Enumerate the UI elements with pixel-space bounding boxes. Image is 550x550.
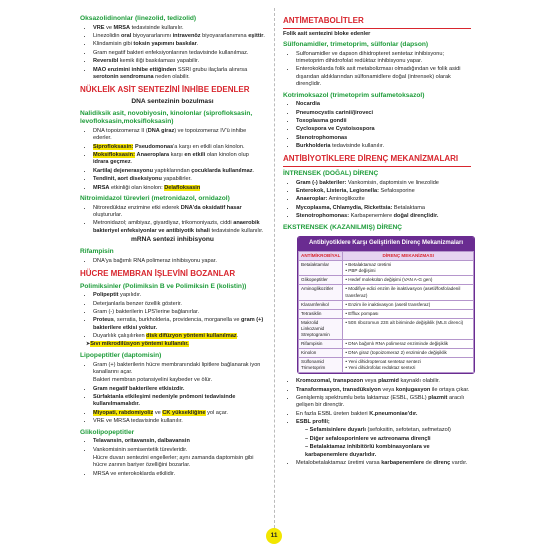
list-item: – Diğer sefalosporinlere ve aztreonama dirençli: [305, 435, 431, 442]
polymyxin-heading: Polimiksinler (Polimiksin B ve Polimiksin E (kolistin)): [80, 282, 247, 290]
list-item: • Gram (+) bakterilerin hücre membranındaki lipitlere bağlanarak iyon kanallarını açar.: [93, 362, 265, 377]
list-item: • Anaeroplar: Aminoglikozite: [296, 196, 471, 203]
antimicrobial-cell: Glikopeptitler: [299, 276, 343, 285]
mechanism-cell: • 50S ribozomun 23S alt biriminde değişiklik (MLS direnci): [343, 318, 474, 339]
list-item: • VRE ve MRSA tedavisinde kullanılır.: [93, 418, 265, 425]
acquired-list: [283, 378, 471, 426]
mrna-subheading: mRNA sentezi inhibisyonu: [131, 236, 214, 244]
list-item: • DNA'ya bağımlı RNA polimeraz inhibisyonu yapar.: [93, 258, 265, 265]
antimicrobial-cell: Aminoglikozitler: [299, 285, 343, 300]
cotrimoxazole-list: [283, 101, 471, 150]
list-item: • Polipeptit yapılıdır.: [93, 292, 265, 299]
intrinsic-list: [283, 180, 471, 221]
antimicrobial-cell: Betalaktamlar: [299, 261, 343, 276]
right-column: [283, 12, 471, 468]
nucleic-acid-heading: NÜKLEİK ASİT SENTEZİNİ İNHİBE EDENLER: [80, 85, 250, 95]
list-item: • MAO enzimini inhibe ettiğinden SSRI grubu ilaçlarla alınırsa serotonin sendromuna neden olabilir.: [93, 67, 265, 82]
antimicrobial-cell: Klaramfenikol: [299, 300, 343, 309]
column-divider: [274, 8, 275, 538]
list-item: • Gram (-) bakterilerin LPS'lerine bağlanırlar.: [93, 309, 265, 316]
list-item: • Siprofloksasin: Pseudomonas'a karşı en etkili olan kinolon.: [93, 144, 265, 151]
list-item: • Tendinit, aort diseksiyonu yapabilirler.: [93, 176, 265, 183]
list-item: • Moksifloksasin: Anaeroplara karşı en etkili olan kinolon olup idrara geçmez.: [93, 152, 265, 167]
oxazolidinone-heading: Oksazolidinonlar (linezolid, tedizolid): [80, 15, 197, 22]
resistance-heading: ANTİBİYOTİKLERE DİRENÇ MEKANİZMALARI: [283, 154, 471, 167]
table-title: Antibiyotiklere Karşı Geliştirilen Direnç Mekanizmaları: [298, 237, 474, 251]
table-row: [299, 285, 474, 300]
mechanism-cell: • DNA giraz (topoizomeraz 2) enziminde değişiklik: [343, 348, 474, 357]
polymyxin-list: [80, 292, 265, 340]
list-item: • Gram (-) bakteriler: Vankomisin, daptomisin ve linezolide: [296, 180, 471, 187]
table-row: [299, 318, 474, 339]
list-item: • Metalobetalaktamaz üretimi varsa karbapenemlere de direnç vardır.: [296, 460, 471, 467]
list-item: • Klindamisin gibi toksin yapımını baskılar.: [93, 41, 265, 48]
list-item: • Reversibl kemik iliği baskılaması yapabilir.: [93, 58, 265, 65]
list-item: • Nocardia: [296, 101, 471, 108]
mechanism-cell: • Yeni dihidropteroat sentetaz sentezi • Yeni dihidrofolat redüktaz sentezi: [343, 358, 474, 373]
polymyxin-arrow-note: ➤ Sıvı mikrodilüsyon yöntemi kullanılır.: [86, 341, 265, 348]
list-item: • Telavansin, oritavansin, dalbavansin: [93, 438, 265, 445]
rifampicin-heading: Rifampisin: [80, 247, 114, 255]
list-item: • ESBL profili;: [296, 419, 471, 426]
list-item: • Kartilaj dejenerasyonu yaptıklarından çocuklarda kullanılmaz.: [93, 168, 265, 175]
list-item: • Proteus, serratia, burkholderia, providencia, morganella ve gram (+) bakterilere etkisi yoktur.: [93, 317, 265, 332]
list-item: • Transformasyon, transdüksiyon veya konjugasyon ile ortaya çıkar.: [296, 387, 471, 394]
table-row: [299, 276, 474, 285]
list-item: • Duyarlılık çalışılırken disk difüzyon yöntemi kullanılmaz.: [93, 333, 265, 340]
esbl-list: [283, 427, 471, 459]
list-item: • Gram negatif bakterilere etkisizdir.: [93, 386, 265, 393]
list-item: • VRE ve MRSA tedavisinde kullanılır.: [93, 25, 265, 32]
list-item: • Linezolidin oral biyoyararlanımı intravenöz biyoyararlanımına eşittir.: [93, 33, 265, 40]
glycolipopeptide-heading: Glikolipopeptitler: [80, 428, 135, 436]
list-item: • Kromozomal, transpozon veya plazmid kaynaklı olabilir.: [296, 378, 471, 385]
acquired-heading: EKSTRENSEK (KAZANILMIŞ) DİRENÇ: [283, 223, 403, 231]
list-item: • Toxoplasma gondii: [296, 118, 471, 125]
mechanism-cell: • Efflux pompası: [343, 309, 474, 318]
list-item: • Vankomisinin semisentetik türevleridir.: [93, 447, 265, 454]
table-row: [299, 300, 474, 309]
antimicrobial-cell: Rifampisin: [299, 339, 343, 348]
list-item: • Nitroredüktaz enzimine etki ederek DNA'da oksidatif hasar oluştururlar.: [93, 205, 265, 220]
acquired-list-2: [283, 460, 471, 467]
mechanism-cell: • Enzim ile inaktivasyon (asetil transferaz): [343, 300, 474, 309]
list-item: • Enterokoklarda folik asit metabolizması olmadığından ve folik asidi dışarıdan aldıklarından sülfonamidlere doğal (intrensek) olarak dirençlidir.: [296, 66, 471, 88]
mechanism-cell: • DNA bağımlı RNA polimeraz enziminde değişiklik: [343, 339, 474, 348]
list-item: • Stenotrophomonas: [296, 135, 471, 142]
table-row: [299, 261, 474, 276]
list-item: • Genişlemiş spektrumlu beta laktamaz (ESBL, GSBL) plazmit aracılı gelişen bir dirençtir.: [296, 395, 471, 410]
table-row: [299, 348, 474, 357]
list-item: • Cyclospora ve Cystoisospora: [296, 126, 471, 133]
table-row: [299, 358, 474, 373]
antimicrobial-cell: Tetrasiklin: [299, 309, 343, 318]
list-item: • Metronidazol; amibiyaz, giyardiyaz, trikomoniyazis, ciddi anaerobik bakteriyel enfeksiyonlar ve antibiyotik ishali tedavisinde kullanılır.: [93, 220, 265, 235]
folic-acid-subheading: Folik asit sentezini bloke edenler: [283, 30, 371, 37]
mechanism-cell: • Modifiye edici enzim ile inaktivasyon (asetil/fosfo/adenil transferaz): [343, 285, 474, 300]
sulfonamide-list: [283, 51, 471, 89]
sulfonamide-heading: Sülfonamidler, trimetoprim, sülfonlar (dapson): [283, 40, 429, 48]
resistance-table: [298, 251, 474, 373]
list-item: • Pneumocystis carinii/jiroveci: [296, 110, 471, 117]
quinolone-list: [80, 128, 265, 192]
list-item: • Sürfaktanla etkileşimi nedeniyle pnömoni tedavisinde kullanılmamalıdır.: [93, 394, 265, 409]
antimicrobial-cell: Kinolon: [299, 348, 343, 357]
list-item: • Gram negatif bakteri enfeksiyonlarının tedavisinde kullanılmaz.: [93, 50, 265, 57]
oxazolidinone-list: [80, 25, 265, 82]
list-item: • Mycoplasma, Chlamydia, Rickettsia: Betalaktama: [296, 205, 471, 212]
list-item: • Stenotrophomonas: Karbapenemlere doğal dirençlidir.: [296, 213, 471, 220]
glycolipopeptide-list-2: [80, 471, 265, 478]
list-item: – Sefamisinlere duyarlı (sefoksitin, sefotetan, sefmetazol): [305, 427, 451, 434]
list-item: • DNA topoizomeraz II (DNA giraz) ve topoizomeraz IV'ü inhibe ederler.: [93, 128, 265, 143]
dna-synthesis-subheading: DNA sentezinin bozulması: [131, 97, 214, 105]
nitroimidazole-heading: Nitroimidazol türevleri (metronidazol, ornidazol): [80, 194, 230, 202]
table-row: [299, 309, 474, 318]
lipopeptide-note: Bakteri membran potansiyelini kaybeder ve ölür.: [93, 377, 213, 384]
table-header: ANTİMİKROBİYAL: [299, 252, 343, 261]
list-item: • Deterjanlarla benzer özellik gösterir.: [93, 301, 265, 308]
lipopeptide-list-2: [80, 386, 265, 426]
list-item: • MRSA etkinliği olan kinolon: Delafloksasin: [93, 185, 265, 192]
rifampicin-list: [80, 258, 265, 265]
antimetabolite-heading: ANTİMETABOLİTLER: [283, 16, 471, 29]
list-item: • En fazla ESBL üreten bakteri K.pneumoniae'dır.: [296, 411, 471, 418]
table-row: [299, 339, 474, 348]
list-item: • Enterokok, Listeria, Legionella: Sefalosporine: [296, 188, 471, 195]
glycolipopeptide-list: [80, 438, 265, 454]
left-column: [80, 12, 265, 479]
lipopeptide-list: [80, 362, 265, 377]
lipopeptide-heading: Lipopeptitler (daptomisin): [80, 351, 162, 359]
antimicrobial-cell: Sülfonamid Trimetoprim: [299, 358, 343, 373]
glycolipopeptide-note: Hücre duvarı sentezini engellerler; aynı zamanda daptomisin gibi hücre zarının bariyer özelliğini bozarlar.: [93, 455, 254, 469]
list-item: • Sulfonamidler ve dapson dihidropteret sentetaz inhibisyonu; trimetoprim dihidrofolat redüktaz inhibisyonu yapar.: [296, 51, 471, 66]
page-number: 11: [266, 528, 282, 544]
list-item: • Burkholderia tedavisinde kullanılır.: [296, 143, 471, 150]
quinolone-heading: Nalidiksik asit, novobiyosin, kinolonlar (siprofloksasin, levofloksasin,moksifloksasin): [80, 109, 253, 126]
list-item: • MRSA ve enterokoklarda etkilidir.: [93, 471, 265, 478]
nitroimidazole-list: [80, 205, 265, 236]
membrane-heading: HÜCRE MEMBRAN İŞLEVİNİ BOZANLAR: [80, 268, 236, 278]
resistance-table-box: [297, 236, 475, 374]
intrinsic-heading: İNTRENSEK (DOĞAL) DİRENÇ: [283, 170, 379, 177]
mechanism-cell: • Hedef molekülün değişimi (VAN A-G gen): [343, 276, 474, 285]
cotrimoxazole-heading: Kotrimoksazol (trimetoprim sulfametoksazol): [283, 91, 425, 99]
mechanism-cell: • Betalaktamaz üretimi • PBP değişimi: [343, 261, 474, 276]
list-item: – Betalaktamaz inhibitörlü kombinasyonlara ve karbapenemlere duyarlıdır.: [305, 444, 430, 458]
antimicrobial-cell: Makrolid Linkozamid Streptogramin: [299, 318, 343, 339]
table-header: DİRENÇ MEKANİZMASI: [343, 252, 474, 261]
list-item: • Miyopati, rabdomiyoliz ve CK yüksekliğine yol açar.: [93, 410, 265, 417]
